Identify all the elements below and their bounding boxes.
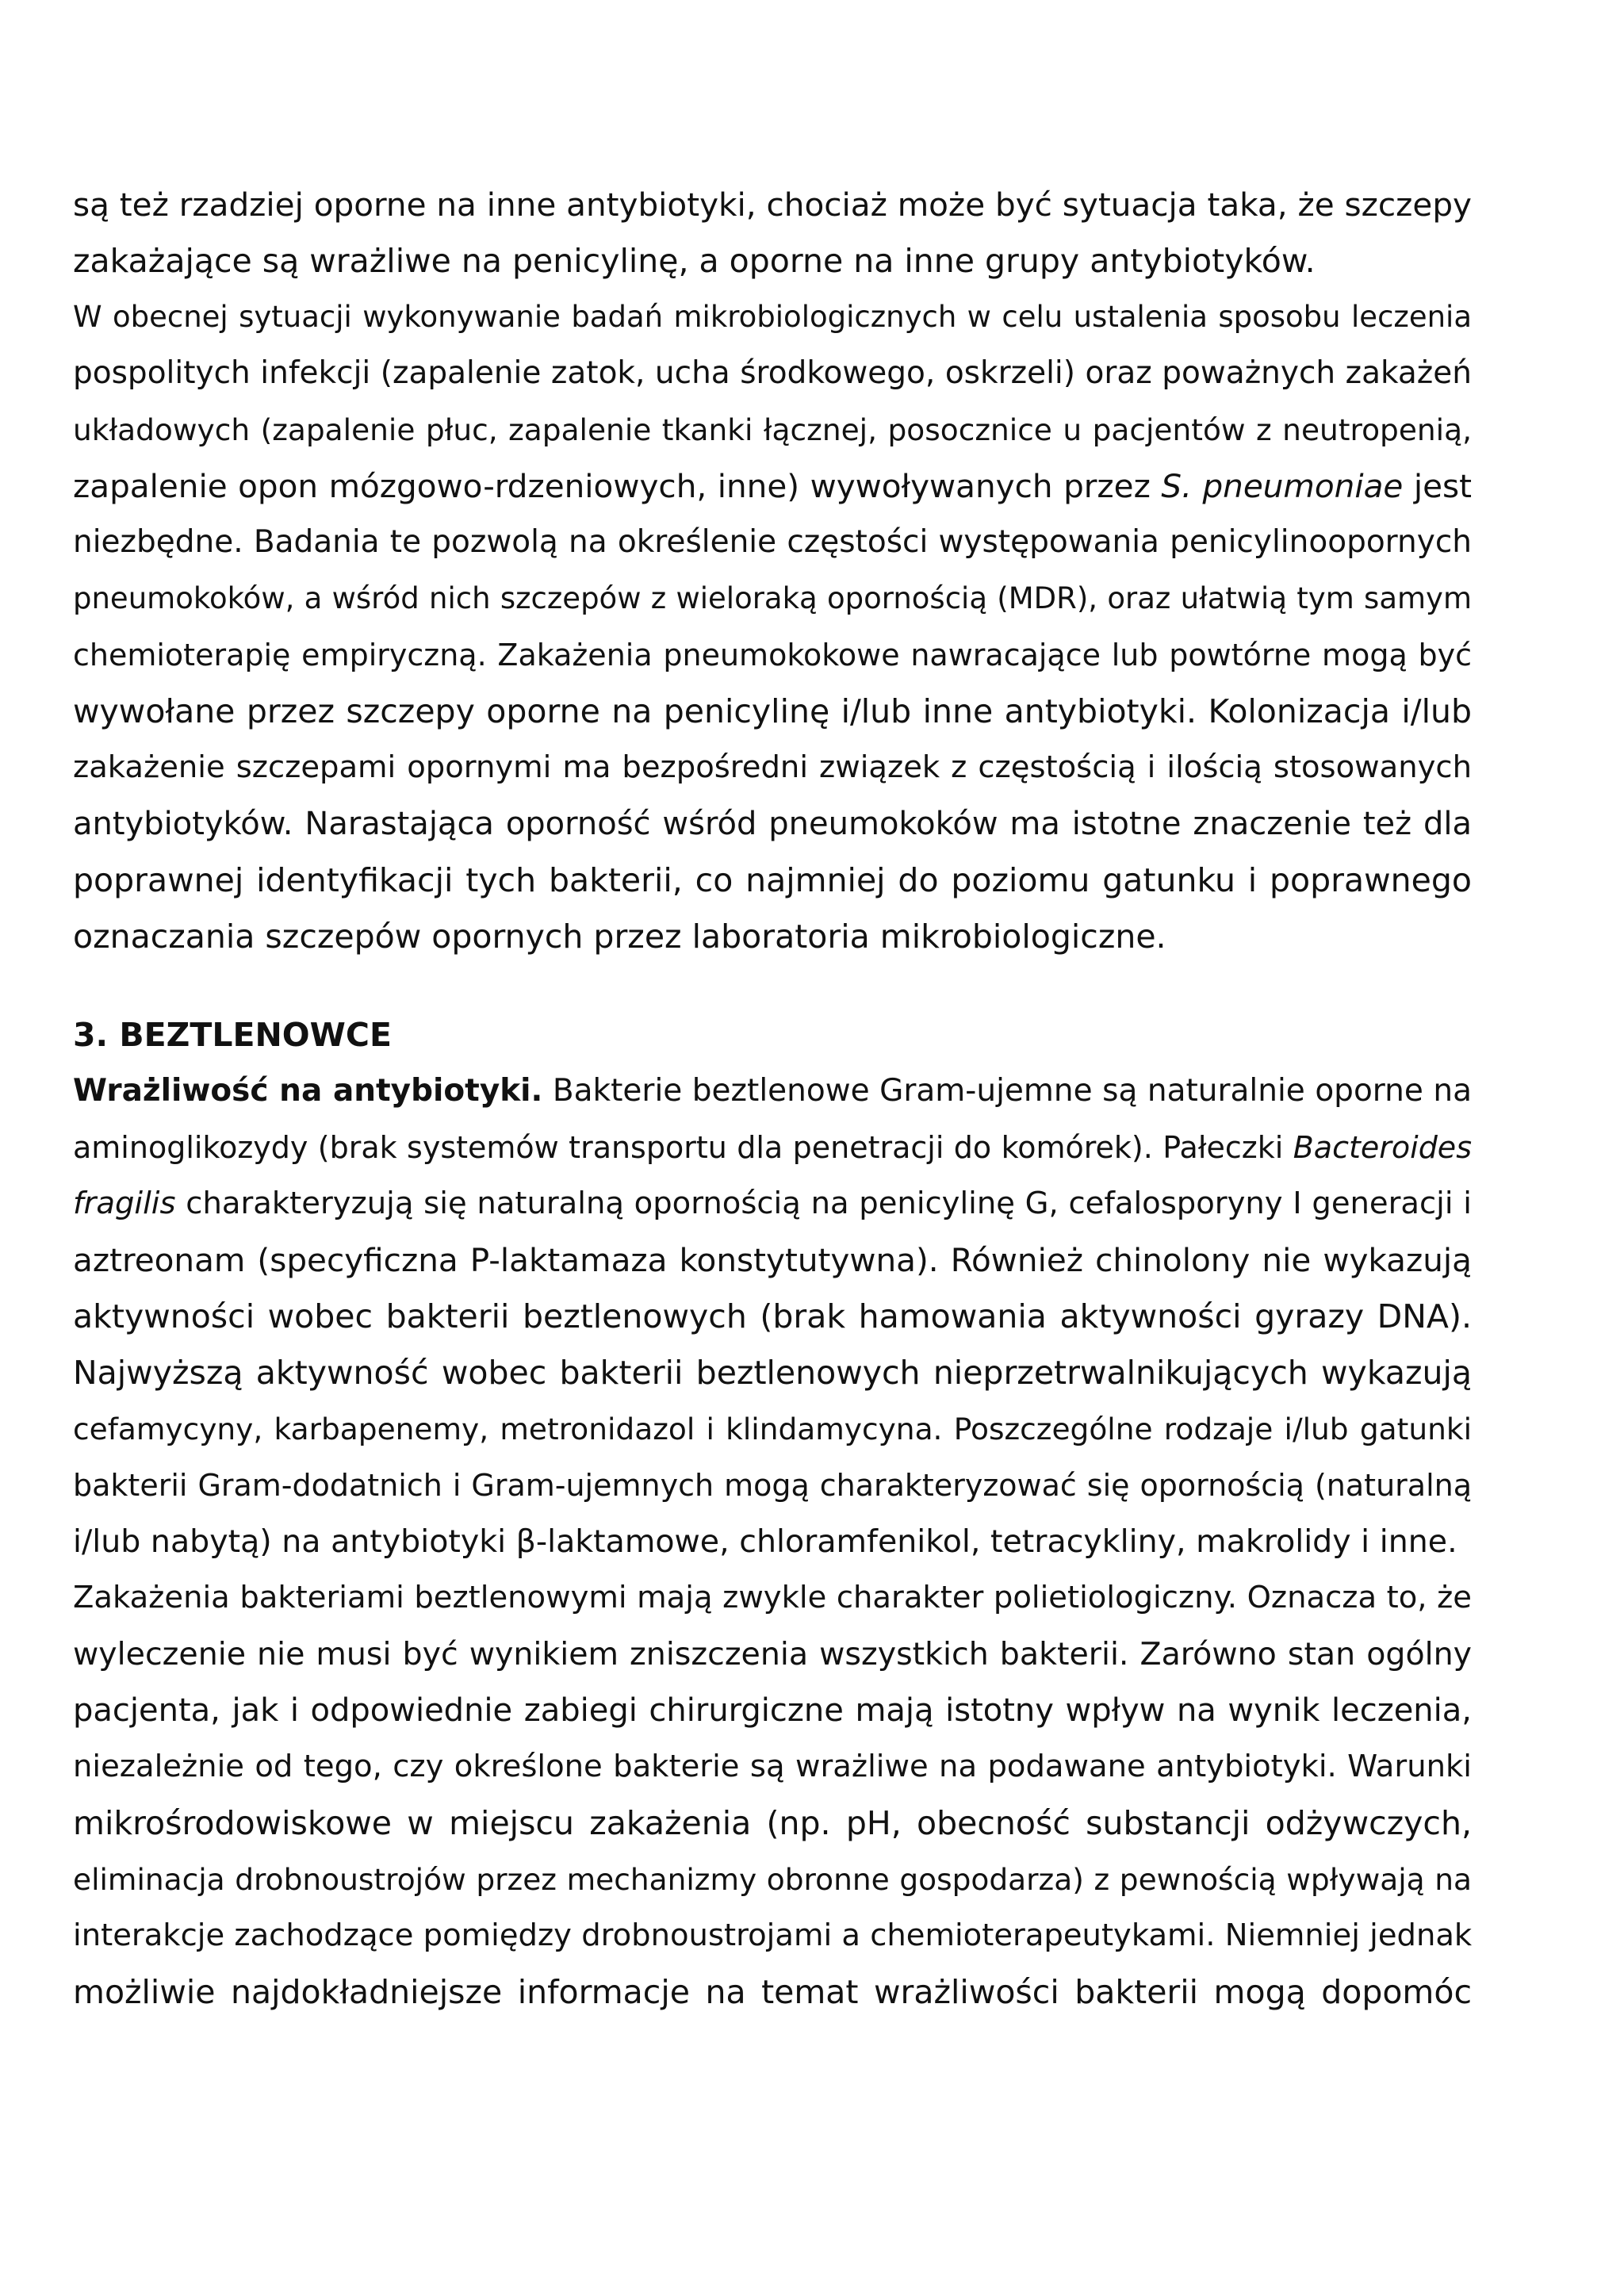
text-line: zakażające są wrażliwe na penicylinę, a oporne na inne grupy antybiotyków. — [73, 242, 1316, 280]
text-line: układowych (zapalenie płuc, zapalenie tkanki łącznej, posocznice u pacjentów z neutropenią, — [73, 412, 1472, 447]
text-line: aktywności wobec bakterii beztlenowych (brak hamowania aktywności gyrazy DNA). — [73, 1297, 1472, 1335]
text-line-with-species — [73, 1125, 1472, 1170]
text-line: cefamycyny, karbapenemy, metronidazol i klindamycyna. Poszczególne rodzaje i/lub gatunki — [73, 1412, 1472, 1446]
text-line: poprawnej identyfikacji tych bakterii, co najmniej do poziomu gatunku i poprawnego — [73, 861, 1472, 899]
text-line-with-species — [73, 464, 1472, 508]
text-line: W obecnej sytuacji wykonywanie badań mikrobiologicznych w celu ustalenia sposobu leczenia — [73, 300, 1472, 334]
text-line: aztreonam (specyficzna P-laktamaza konstytutywna). Również chinolony nie wykazują — [73, 1241, 1472, 1279]
text-line: niezależnie od tego, czy określone bakterie są wrażliwe na podawane antybiotyki. Warunki — [73, 1749, 1472, 1784]
paragraph-lead: Wrażliwość na antybiotyki. — [73, 1073, 543, 1109]
text-run: charakteryzują się naturalną opornością na penicylinę G, cefalosporyny I generacji i — [175, 1186, 1472, 1221]
text-line: wyleczenie nie musi być wynikiem zniszczenia wszystkich bakterii. Zarówno stan ogólny — [73, 1636, 1472, 1672]
text-line: antybiotyków. Narastająca oporność wśród pneumokoków ma istotne znaczenie też dla — [73, 806, 1472, 842]
text-line: pneumokoków, a wśród nich szczepów z wieloraką opornością (MDR), oraz ułatwią tym samym — [73, 581, 1472, 615]
text-line: i/lub nabytą) na antybiotyki β-laktamowe, chloramfenikol, tetracykliny, makrolidy i inne. — [73, 1523, 1457, 1560]
text-line: oznaczania szczepów opornych przez laboratoria mikrobiologiczne. — [73, 918, 1166, 956]
text-run: jest — [1403, 467, 1472, 505]
text-line: możliwie najdokładniejsze informacje na temat wrażliwości bakterii mogą dopomóc — [73, 1973, 1472, 2011]
text-line-with-lead — [73, 1069, 1472, 1113]
section-heading: 3. BEZTLENOWCE — [73, 1016, 392, 1054]
text-line: interakcje zachodzące pomiędzy drobnoustrojami a chemioterapeutykami. Niemniej jednak — [73, 1918, 1473, 1953]
species-name: Bacteroides — [1293, 1130, 1472, 1165]
text-line: są też rzadziej oporne na inne antybiotyki, chociaż może być sytuacja taka, że szczepy — [73, 186, 1472, 224]
text-line: Zakażenia bakteriami beztlenowymi mają zwykle charakter polietiologiczny. Oznacza to, że — [73, 1580, 1472, 1615]
text-line: zakażenie szczepami opornymi ma bezpośredni związek z częstością i ilością stosowanych — [73, 749, 1472, 785]
text-line: mikrośrodowiskowe w miejscu zakażenia (np. pH, obecność substancji odżywczych, — [73, 1804, 1472, 1842]
text-line: pospolitych infekcji (zapalenie zatok, ucha środkowego, oskrzeli) oraz poważnych zakażeń — [73, 355, 1472, 391]
text-line: chemioterapię empiryczną. Zakażenia pneumokokowe nawracające lub powtórne mogą być — [73, 638, 1472, 672]
text-run: Bakterie beztlenowe Gram-ujemne są naturalnie oporne na — [542, 1073, 1472, 1109]
text-line: pacjenta, jak i odpowiednie zabiegi chirurgiczne mają istotny wpływ na wynik leczenia, — [73, 1692, 1472, 1729]
text-run: zapalenie opon mózgowo-rdzeniowych, inne) wywoływanych przez — [73, 467, 1162, 505]
text-run: aminoglikozydy (brak systemów transportu dla penetracji do komórek). Pałeczki — [73, 1130, 1293, 1165]
text-line-with-species — [73, 1182, 1472, 1226]
text-line: eliminacja drobnoustrojów przez mechanizmy obronne gospodarza) z pewnością wpływają na — [73, 1862, 1472, 1897]
text-line: bakterii Gram-dodatnich i Gram-ujemnych mogą charakteryzować się opornością (naturalną — [73, 1468, 1472, 1503]
species-name: fragilis — [73, 1186, 176, 1221]
text-line: Najwyższą aktywność wobec bakterii beztlenowych nieprzetrwalnikujących wykazują — [73, 1354, 1472, 1392]
text-line: wywołane przez szczepy oporne na penicylinę i/lub inne antybiotyki. Kolonizacja i/lub — [73, 692, 1472, 730]
text-line: niezbędne. Badania te pozwolą na określenie częstości występowania penicylinoopornych — [73, 524, 1472, 560]
species-name: S. pneumoniae — [1161, 467, 1404, 505]
